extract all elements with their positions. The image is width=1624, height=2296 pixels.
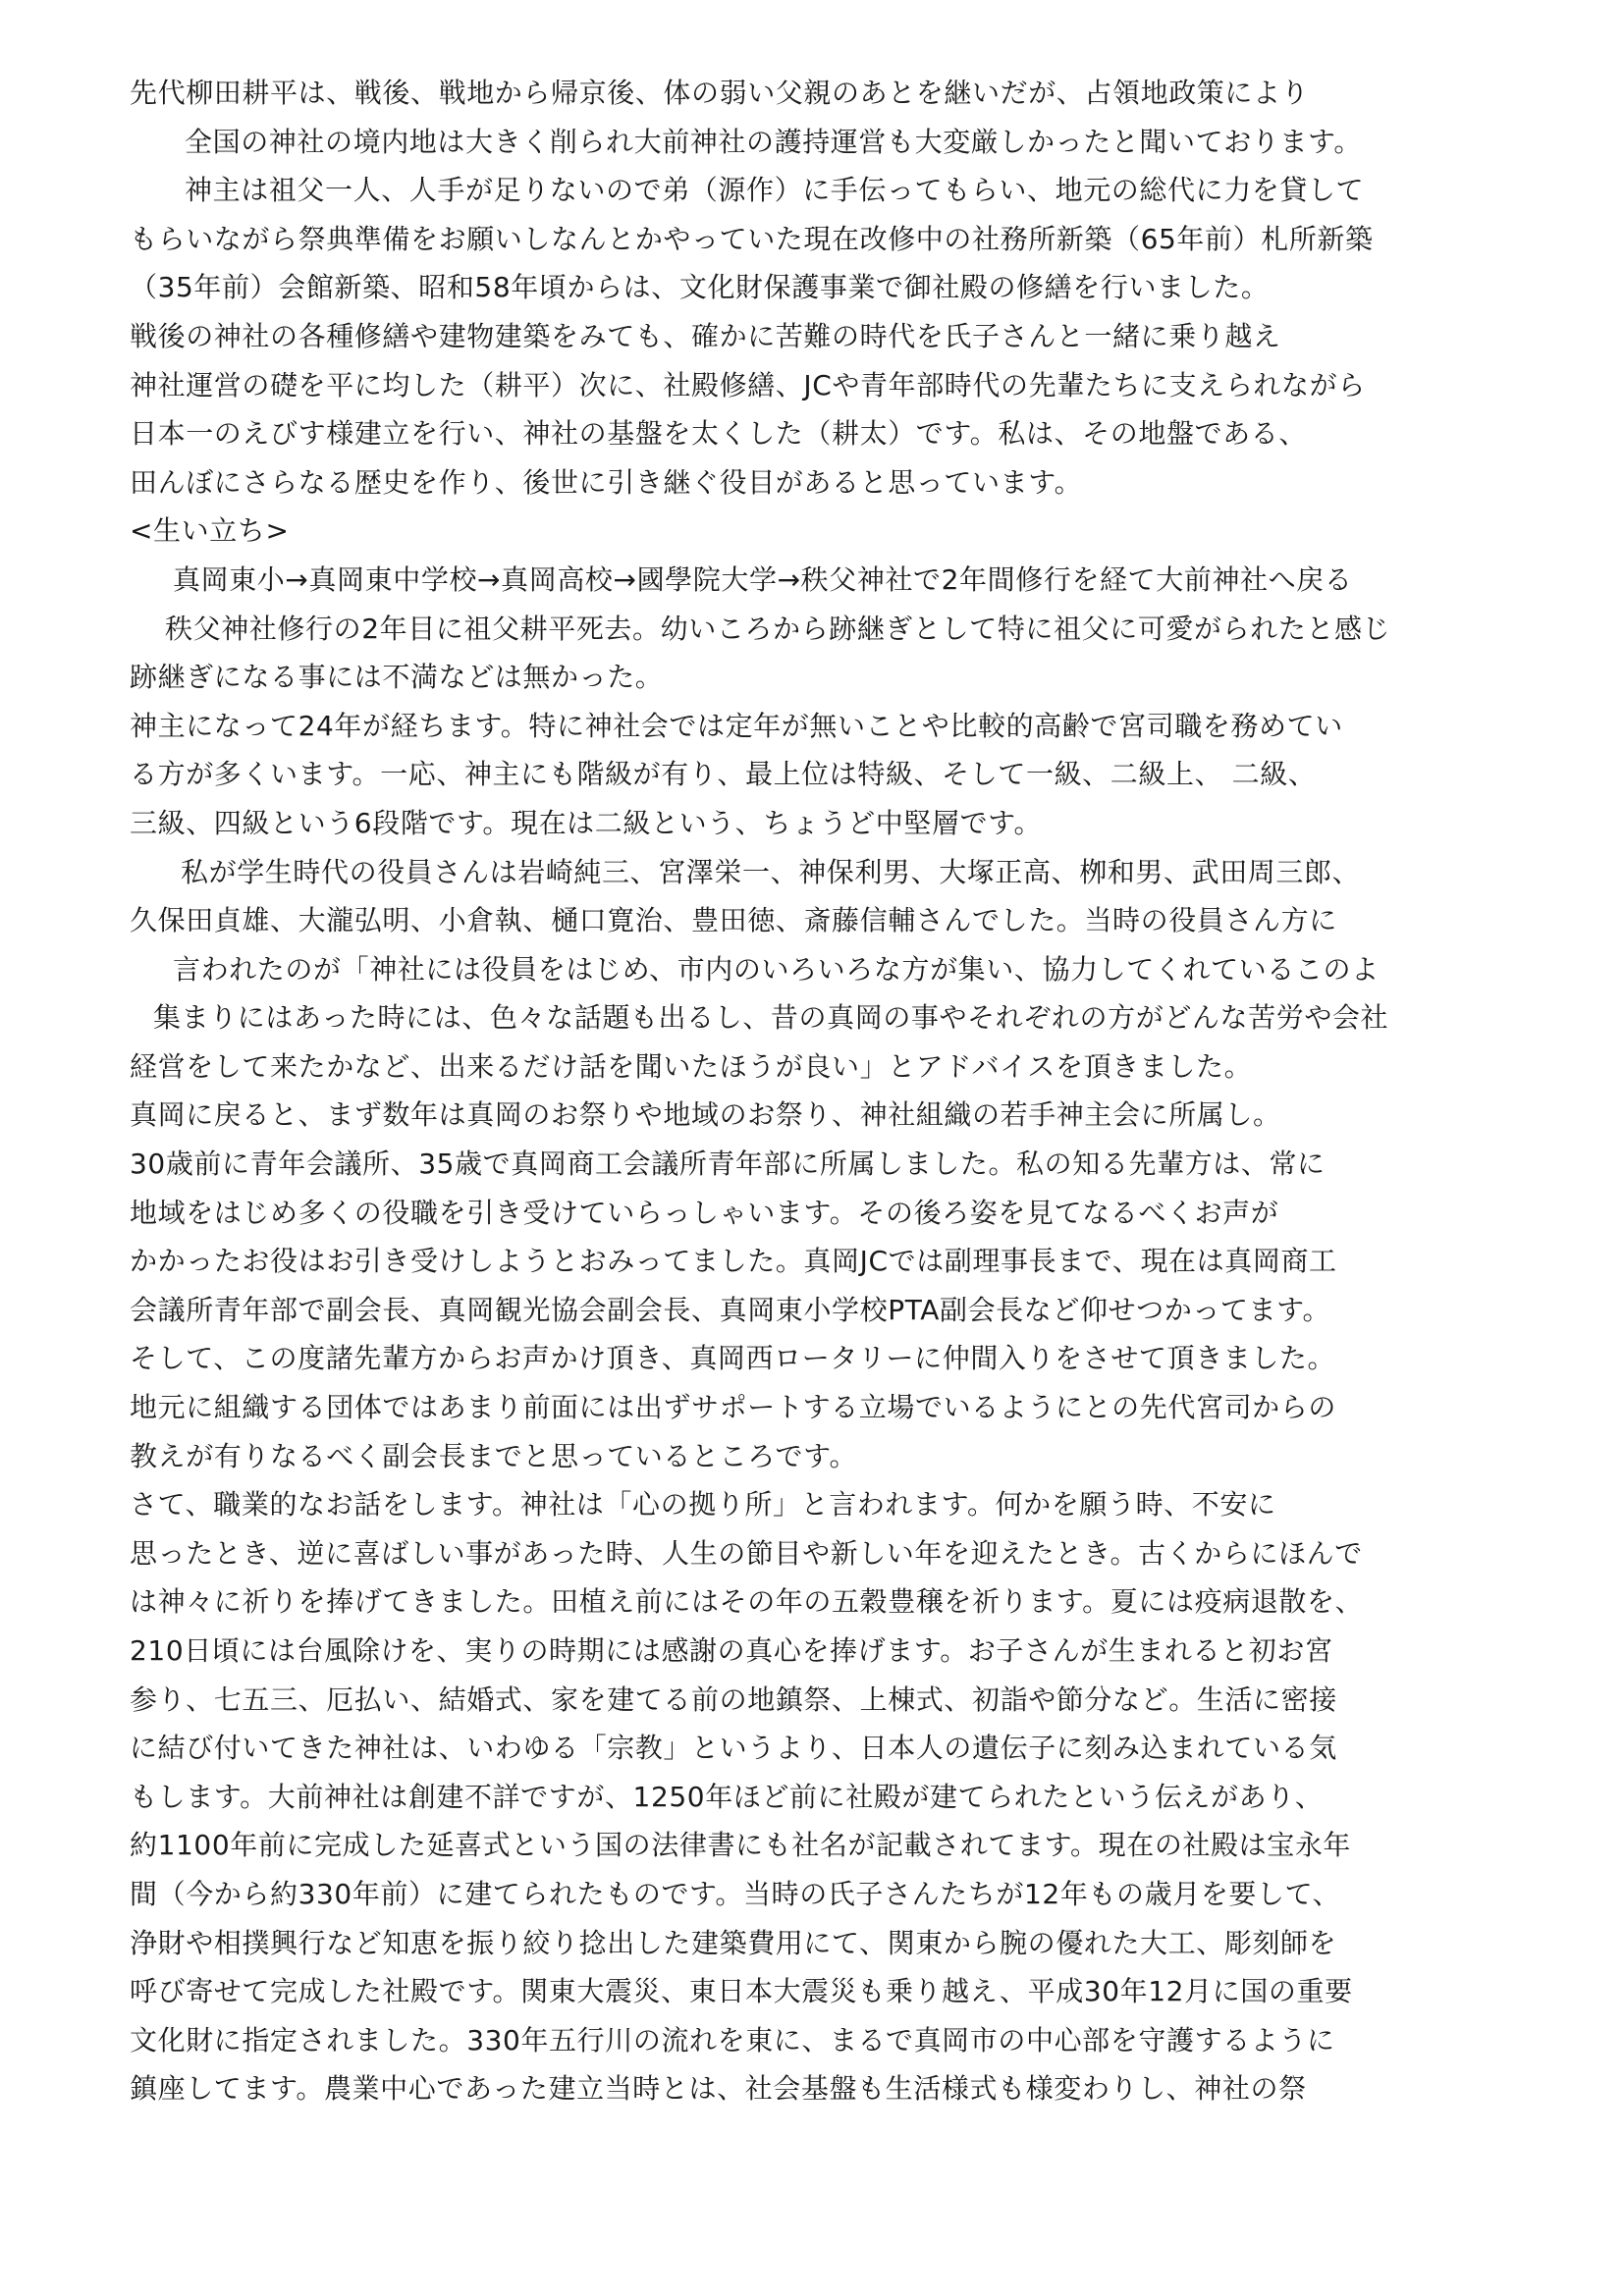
text-line: 鎮座してます。農業中心であった建立当時とは、社会基盤も生活様式も様変わりし、神社の祭 <box>130 2072 1307 2106</box>
text-line: 跡継ぎになる事には不満などは無かった。 <box>130 661 664 694</box>
section-heading: <生い立ち> <box>130 514 290 548</box>
text-line: 神主は祖父一人、人手が足りないので弟（源作）に手伝ってもらい、地元の総代に力を貸して <box>185 174 1365 207</box>
text-line: 戦後の神社の各種修繕や建物建築をみても、確かに苦難の時代を氏子さんと一緒に乗り越え <box>130 319 1281 352</box>
text-line: 真岡東小→真岡東中学校→真岡高校→國學院大学→秩父神社で2年間修行を経て大前神社へ戻る <box>173 562 1353 596</box>
text-line: 教えが有りなるべく副会長までと思っているところです。 <box>130 1439 858 1472</box>
text-line: もします。大前神社は創建不詳ですが、1250年ほど前に社殿が建てられたという伝えがあり、 <box>130 1780 1324 1813</box>
text-line: （35年前）会館新築、昭和58年頃からは、文化財保護事業で御社殿の修繕を行いました。 <box>130 271 1270 304</box>
text-line: 約1100年前に完成した延喜式という国の法律書にも社名が記載されてます。現在の社殿は宝永年 <box>130 1829 1352 1862</box>
text-line: さて、職業的なお話をします。神社は「心の拠り所」と言われます。何かを願う時、不安に <box>130 1488 1276 1522</box>
text-line: 30歳前に青年会議所、35歳で真岡商工会議所青年部に所属しました。私の知る先輩方は、常に <box>130 1148 1326 1181</box>
text-line: 思ったとき、逆に喜ばしい事があった時、人生の節目や新しい年を迎えたとき。古くからにほんで <box>130 1536 1363 1570</box>
document-body <box>130 69 1504 2113</box>
text-line: 地元に組織する団体ではあまり前面には出ずサポートする立場でいるようにとの先代宮司からの <box>130 1391 1336 1424</box>
text-line: 久保田貞雄、大瀧弘明、小倉執、樋口寛治、豊田徳、斎藤信輔さんでした。当時の役員さん方に <box>130 904 1337 937</box>
text-line: 真岡に戻ると、まず数年は真岡のお祭りや地域のお祭り、神社組織の若手神主会に所属し。 <box>130 1098 1281 1132</box>
text-line: 三級、四級という6段階です。現在は二級という、ちょうど中堅層です。 <box>130 806 1043 839</box>
text-line: 浄財や相撲興行など知恵を振り絞り捻出した建築費用にて、関東から腕の優れた大工、彫刻師を <box>130 1926 1337 1959</box>
text-line: は神々に祈りを捧げてきました。田植え前にはその年の五穀豊穣を祈ります。夏には疫病退散を、 <box>130 1585 1364 1619</box>
text-line: 文化財に指定されました。330年五行川の流れを東に、まるで真岡市の中心部を守護するように <box>130 2023 1335 2056</box>
text-line: かかったお役はお引き受けしようとおみってました。真岡JCでは副理事長まで、現在は真岡商工 <box>130 1245 1337 1278</box>
text-line: 会議所青年部で副会長、真岡観光協会副会長、真岡東小学校PTA副会長など仰せつかってます。 <box>130 1293 1331 1326</box>
text-line: 神社運営の礎を平に均した（耕平）次に、社殿修繕、JCや青年部時代の先輩たちに支えられながら <box>130 368 1366 401</box>
text-line: 呼び寄せて完成した社殿です。関東大震災、東日本大震災も乗り越え、平成30年12月に国の重要 <box>130 1975 1353 2008</box>
text-line: 集まりにはあった時には、色々な話題も出るし、昔の真岡の事やそれぞれの方がどんな苦労や会社 <box>153 1001 1389 1035</box>
text-line: 参り、七五三、厄払い、結婚式、家を建てる前の地鎮祭、上棟式、初詣や節分など。生活に密接 <box>130 1682 1337 1716</box>
text-line: 地域をはじめ多くの役職を引き受けていらっしゃいます。その後ろ姿を見てなるべくお声が <box>130 1196 1279 1229</box>
text-line: 日本一のえびす様建立を行い、神社の基盤を太くした（耕太）です。私は、その地盤である、 <box>130 417 1307 451</box>
text-line: 経営をして来たかなど、出来るだけ話を聞いたほうが良い」とアドバイスを頂きました。 <box>130 1049 1253 1083</box>
text-line: に結び付いてきた神社は、いわゆる「宗教」というより、日本人の遺伝子に刻み込まれている気 <box>130 1732 1337 1765</box>
text-line: 秩父神社修行の2年目に祖父耕平死去。幼いころから跡継ぎとして特に祖父に可愛がられたと感じ <box>165 612 1391 645</box>
text-line: もらいながら祭典準備をお願いしなんとかやっていた現在改修中の社務所新築（65年前）札所新築 <box>130 222 1374 255</box>
text-line: そして、この度諸先輩方からお声かけ頂き、真岡西ロータリーに仲間入りをさせて頂きました。 <box>130 1342 1336 1375</box>
text-line: 神主になって24年が経ちます。特に神社会では定年が無いことや比較的高齢で宮司職を務めてい <box>130 709 1343 742</box>
text-line: 田んぼにさらなる歴史を作り、後世に引き継ぐ役目があると思っています。 <box>130 465 1083 499</box>
text-line: 先代柳田耕平は、戦後、戦地から帰京後、体の弱い父親のあとを継いだが、占領地政策により <box>130 77 1310 109</box>
text-line: 言われたのが「神社には役員をはじめ、市内のいろいろな方が集い、協力してくれているこのよ <box>173 952 1380 986</box>
text-line: 全国の神社の境内地は大きく削られ大前神社の護持運営も大変厳しかったと聞いております。 <box>185 125 1362 158</box>
text-line: 間（今から約330年前）に建てられたものです。当時の氏子さんたちが12年もの歳月を要して、 <box>130 1877 1341 1910</box>
text-line: 私が学生時代の役員さんは岩崎純三、宮澤栄一、神保利男、大塚正高、栁和男、武田周三郎、 <box>181 855 1361 888</box>
text-line: る方が多くいます。一応、神主にも階級が有り、最上位は特級、そして一級、二級上、 二級、 <box>130 758 1317 791</box>
text-line: 210日頃には台風除けを、実りの時期には感謝の真心を捧げます。お子さんが生まれると初お宮 <box>130 1634 1333 1667</box>
